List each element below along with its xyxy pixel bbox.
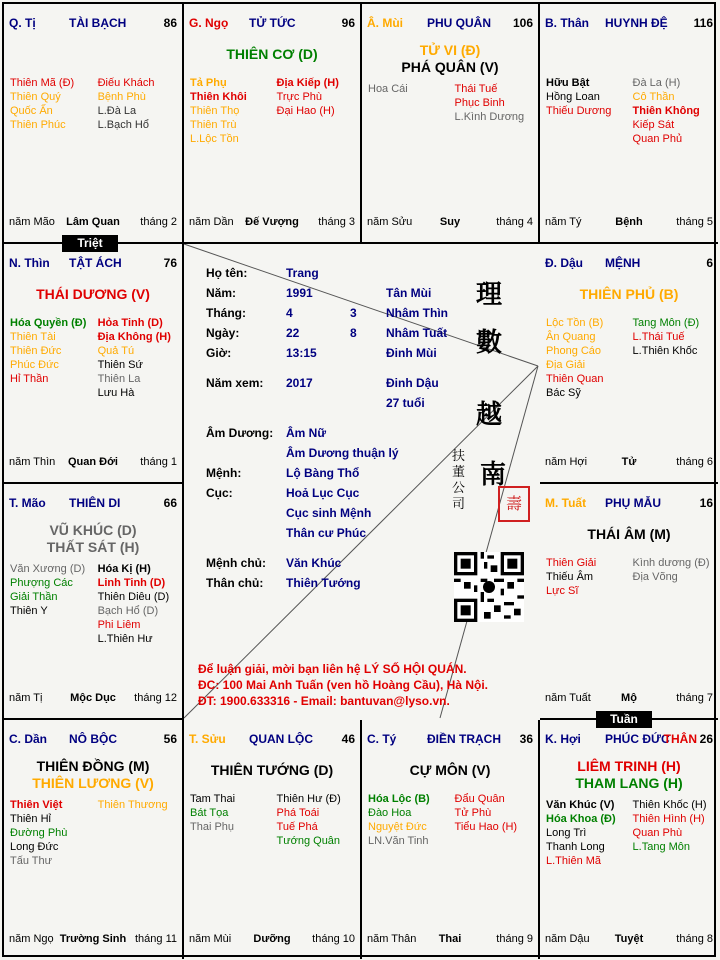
- life-stage: Bệnh: [615, 216, 643, 228]
- minor-star: Địa Võng: [632, 571, 678, 583]
- minor-star: Tiểu Hao (H): [454, 821, 518, 833]
- age-number: 106: [512, 16, 533, 30]
- minor-star: Đại Hao (H): [276, 105, 335, 117]
- minor-star: Tả Phụ: [190, 77, 227, 89]
- minor-star: Tấu Thư: [10, 855, 53, 867]
- minor-star: Văn Khúc (V): [546, 799, 615, 811]
- main-stars: [540, 286, 718, 303]
- main-star: THAM LANG (H): [575, 775, 683, 791]
- left-star-column: [368, 82, 408, 96]
- cuc-value: Hoả Lục Cục: [286, 486, 360, 500]
- main-star: THIÊN TƯỚNG (D): [210, 762, 334, 778]
- minor-star: Hồng Loan: [546, 91, 600, 103]
- left-star-column: [546, 76, 611, 118]
- palace-header: [189, 732, 355, 748]
- left-star-column: [368, 792, 430, 848]
- main-stars: [4, 522, 182, 556]
- minor-star: Tướng Quân: [276, 835, 341, 847]
- life-stage: Mộc Dục: [70, 692, 116, 704]
- life-stage: Suy: [439, 216, 461, 228]
- amduong-value: Âm Nữ: [286, 426, 327, 440]
- year-branch: năm Dần: [189, 216, 234, 228]
- year-branch: năm Tị: [9, 692, 43, 704]
- palace-name: PHU QUÂN: [427, 16, 492, 30]
- minor-star: Thiên Trù: [190, 119, 237, 131]
- branch-label: Đ. Dậu: [545, 256, 584, 270]
- left-star-column: [10, 76, 74, 132]
- age-number: 36: [519, 732, 533, 746]
- palace-footer: [545, 456, 713, 470]
- life-stage: Đế Vượng: [245, 216, 299, 228]
- minor-star: Thiên Quan: [546, 373, 604, 385]
- minor-star: Thiên Tài: [10, 331, 56, 343]
- cuc-relation: Cục sinh Mệnh: [286, 506, 372, 520]
- main-star: VŨ KHÚC (D): [49, 522, 137, 538]
- branch-label: G. Ngọ: [189, 16, 229, 30]
- minor-star: L.Thiên Mã: [546, 855, 602, 867]
- month-label: tháng 1: [140, 456, 177, 468]
- year-branch: năm Tuất: [545, 692, 591, 704]
- minor-star: Hữu Bật: [546, 77, 590, 89]
- seal-stamp: 壽: [498, 486, 530, 522]
- left-star-column: [546, 798, 616, 868]
- minor-star: Hóa Quyền (Đ): [10, 317, 87, 329]
- minor-star: Long Đức: [10, 841, 59, 853]
- age-number: 66: [163, 496, 177, 510]
- main-stars: [4, 758, 182, 792]
- right-star-column: [633, 556, 710, 584]
- month-lunar: 3: [350, 306, 357, 320]
- right-star-column: [277, 792, 341, 848]
- minor-star: Hỏa Tinh (D): [97, 317, 163, 329]
- qr-code-icon: [454, 552, 524, 622]
- palace-header: [367, 732, 533, 748]
- minor-star: Thiên Thương: [97, 799, 168, 811]
- minor-star: Thiên Khốc (H): [632, 799, 707, 811]
- than-position: Thân cư Phúc: [286, 526, 367, 540]
- month-label: tháng 4: [496, 216, 533, 228]
- month-label: tháng 2: [140, 216, 177, 228]
- palace-cell-suu: [184, 720, 362, 959]
- age-number: 46: [341, 732, 355, 746]
- left-star-column: [10, 798, 67, 868]
- branch-label: M. Tuất: [545, 496, 587, 510]
- left-star-column: [190, 76, 247, 146]
- minor-star: Thiên Giải: [546, 557, 597, 569]
- hour-label: Giờ:: [206, 346, 232, 360]
- minor-star: Giải Thần: [10, 591, 58, 603]
- right-star-column: [98, 562, 170, 646]
- minor-star: Thiên Hình (H): [632, 813, 705, 825]
- year-label: Năm:: [206, 286, 237, 300]
- name-label: Họ tên:: [206, 266, 248, 280]
- life-stage: Mộ: [621, 692, 637, 704]
- life-stage: Tuyệt: [614, 933, 644, 945]
- left-star-column: [190, 792, 235, 834]
- year-branch: năm Mùi: [189, 933, 232, 945]
- year-branch: năm Mão: [9, 216, 55, 228]
- main-star: PHÁ QUÂN (V): [401, 59, 499, 75]
- branch-label: Â. Mùi: [367, 16, 403, 30]
- minor-star: Bác Sỹ: [546, 387, 581, 399]
- view-year-can: Đinh Dậu: [386, 376, 439, 390]
- palace-cell-ngo: [184, 4, 362, 244]
- minor-star: Thiếu Dương: [546, 105, 612, 117]
- minor-star: Hóa Lộc (B): [368, 793, 430, 805]
- palace-footer: [9, 216, 177, 230]
- view-year-label: Năm xem:: [206, 376, 264, 390]
- palace-footer: [545, 933, 713, 947]
- month-label: tháng 5: [676, 216, 713, 228]
- minor-star: Thiên Hư (Đ): [276, 793, 341, 805]
- branch-label: Q. Tị: [9, 16, 36, 30]
- minor-star: Kiếp Sát: [632, 119, 675, 131]
- age-number: 96: [341, 16, 355, 30]
- palace-cell-ty: [362, 720, 540, 959]
- main-stars: [4, 286, 182, 303]
- minor-star: Phá Toái: [276, 807, 320, 819]
- palace-footer: [545, 692, 713, 706]
- age-number: 16: [699, 496, 713, 510]
- minor-star: L.Thiên Hư: [97, 633, 153, 645]
- minor-star: Thiên Quý: [10, 91, 61, 103]
- palace-header: [545, 16, 713, 32]
- palace-header: [367, 16, 533, 32]
- main-star: THÁI DƯƠNG (V): [36, 286, 150, 302]
- minor-star: Hỉ Thần: [10, 373, 49, 385]
- age-number: 56: [163, 732, 177, 746]
- minor-star: Thái Tuế: [454, 83, 498, 95]
- minor-star: Lộc Tồn (B): [546, 317, 604, 329]
- right-star-column: [98, 76, 155, 132]
- minor-star: Thiên Không: [632, 105, 700, 117]
- left-star-column: [10, 562, 85, 618]
- palace-cell-dan: [4, 720, 184, 959]
- left-star-column: [546, 556, 596, 598]
- year-branch: năm Thân: [367, 933, 417, 945]
- minor-star: Bát Tọa: [190, 807, 229, 819]
- year-branch: năm Sửu: [367, 216, 413, 228]
- minor-star: Lưu Hà: [97, 387, 135, 399]
- main-stars: [540, 758, 718, 792]
- menh-chu-value: Văn Khúc: [286, 556, 342, 570]
- minor-star: Hoa Cái: [368, 83, 408, 95]
- view-year-value: 2017: [286, 376, 313, 390]
- minor-star: L.Bạch Hổ: [97, 119, 149, 131]
- month-label: tháng 6: [676, 456, 713, 468]
- palace-name: HUYNH ĐỆ: [605, 16, 668, 30]
- right-star-column: [455, 82, 525, 124]
- triet-marker: Triệt: [62, 235, 118, 252]
- minor-star: Thiên Phúc: [10, 119, 66, 131]
- minor-star: Phi Liêm: [97, 619, 141, 631]
- minor-star: Điếu Khách: [97, 77, 155, 89]
- menh-label: Mệnh:: [206, 466, 242, 480]
- minor-star: Hóa Khoa (Đ): [546, 813, 616, 825]
- minor-star: Kình dương (Đ): [632, 557, 710, 569]
- minor-star: Quan Phủ: [632, 133, 683, 145]
- minor-star: Thai Phụ: [190, 821, 235, 833]
- calligraphy-char-3: 越: [476, 400, 503, 430]
- palace-name: TẬT ÁCH: [69, 256, 122, 270]
- minor-star: L.Thái Tuế: [632, 331, 685, 343]
- minor-star: Linh Tinh (D): [97, 577, 166, 589]
- palace-footer: [545, 216, 713, 230]
- minor-star: Địa Kiếp (H): [276, 77, 339, 89]
- minor-star: Thanh Long: [546, 841, 605, 853]
- age-value: 27 tuổi: [386, 396, 425, 410]
- palace-name: PHÚC ĐỨC: [605, 732, 670, 746]
- minor-star: Thiên Đức: [10, 345, 62, 357]
- minor-star: Ân Quang: [546, 331, 596, 343]
- minor-star: Phục Binh: [454, 97, 505, 109]
- life-stage: Thai: [438, 933, 462, 945]
- minor-star: L.Kình Dương: [454, 111, 525, 123]
- small-calligraphy: 扶 董 公 司: [452, 449, 466, 512]
- tuan-marker: Tuần: [596, 711, 652, 728]
- calligraphy-char-2: 數: [476, 328, 503, 358]
- palace-name: TỬ TỨC: [249, 16, 296, 30]
- day-lunar: 8: [350, 326, 357, 340]
- than-chu-label: Thân chủ:: [206, 576, 264, 590]
- month-label: tháng 3: [318, 216, 355, 228]
- palace-name: MỆNH: [605, 256, 641, 270]
- age-number: 76: [163, 256, 177, 270]
- month-label: tháng 7: [676, 692, 713, 704]
- minor-star: Thiên Hỉ: [10, 813, 51, 825]
- minor-star: Phượng Các: [10, 577, 73, 589]
- branch-label: T. Mão: [9, 496, 46, 510]
- right-star-column: [633, 316, 700, 358]
- right-star-column: [633, 76, 700, 146]
- minor-star: Địa Giải: [546, 359, 586, 371]
- minor-star: Phúc Đức: [10, 359, 59, 371]
- minor-star: Bạch Hổ (D): [97, 605, 159, 617]
- life-stage: Quan Đới: [68, 456, 118, 468]
- palace-name: NÔ BỘC: [69, 732, 117, 746]
- minor-star: Thiên Diêu (D): [97, 591, 170, 603]
- palace-cell-tuat: [540, 484, 718, 720]
- minor-star: LN.Văn Tinh: [368, 835, 429, 847]
- minor-star: Tam Thai: [190, 793, 236, 805]
- palace-footer: [367, 933, 533, 947]
- palace-footer: [189, 216, 355, 230]
- right-star-column: [277, 76, 339, 118]
- life-stage: Lâm Quan: [66, 216, 120, 228]
- right-star-column: [98, 316, 171, 400]
- minor-star: L.Tang Môn: [632, 841, 691, 853]
- right-star-column: [455, 792, 518, 834]
- age-number: 116: [693, 16, 713, 30]
- contact-line-1: Để luận giải, mời bạn liên hệ LÝ SỐ HỘI QUÁN.: [198, 662, 467, 676]
- year-branch: năm Tý: [545, 216, 582, 228]
- palace-footer: [9, 933, 177, 947]
- palace-secondary-name: THÂN: [663, 732, 697, 746]
- hour-value: 13:15: [286, 346, 317, 360]
- palace-cell-thin: [4, 244, 184, 484]
- month-label: tháng 12: [134, 692, 177, 704]
- month-label: tháng 10: [312, 933, 355, 945]
- palace-cell-dau: [540, 244, 718, 484]
- month-label: tháng 11: [134, 933, 177, 945]
- contact-line-3: ĐT: 1900.633316 - Email: bantuvan@lyso.vn.: [198, 694, 450, 708]
- main-star: THẤT SÁT (H): [46, 539, 140, 555]
- center-info: [184, 244, 540, 718]
- minor-star: Đào Hoa: [368, 807, 412, 819]
- age-number: 26: [699, 732, 713, 746]
- main-stars: [184, 762, 360, 779]
- palace-header: [9, 496, 177, 512]
- right-star-column: [98, 798, 168, 812]
- minor-star: Văn Xương (D): [10, 563, 86, 575]
- minor-star: Hóa Kị (H): [97, 563, 151, 575]
- palace-cell-ti: [4, 4, 184, 244]
- left-star-column: [10, 316, 86, 386]
- minor-star: Thiên Mã (Đ): [10, 77, 75, 89]
- minor-star: Thiên Việt: [10, 799, 63, 811]
- palace-name: TÀI BẠCH: [69, 16, 127, 30]
- minor-star: Phong Cáo: [546, 345, 602, 357]
- month-label: Tháng:: [206, 306, 246, 320]
- branch-label: T. Sửu: [189, 732, 226, 746]
- life-stage: Tử: [621, 456, 637, 468]
- main-star: LIÊM TRINH (H): [577, 758, 681, 774]
- minor-star: Đà La (H): [632, 77, 681, 89]
- minor-star: Quả Tú: [97, 345, 135, 357]
- palace-footer: [189, 933, 355, 947]
- horoscope-chart: [2, 2, 716, 957]
- year-branch: năm Ngọ: [9, 933, 54, 945]
- minor-star: Cô Thần: [632, 91, 675, 103]
- hour-can: Đinh Mùi: [386, 346, 437, 360]
- name-value: Trang: [286, 266, 319, 280]
- year-can: Tân Mùi: [386, 286, 432, 300]
- palace-cell-mao: [4, 484, 184, 720]
- year-branch: năm Dậu: [545, 933, 590, 945]
- life-stage: Dưỡng: [253, 933, 291, 945]
- main-stars: [362, 762, 538, 779]
- branch-label: C. Dần: [9, 732, 48, 746]
- minor-star: Thiên Sứ: [97, 359, 143, 371]
- palace-name: THIÊN DI: [69, 496, 121, 510]
- palace-header: [9, 732, 177, 748]
- amduong-label: Âm Dương:: [206, 426, 274, 440]
- calligraphy-char-4: 南: [480, 460, 507, 490]
- than-chu-value: Thiên Tướng: [286, 576, 361, 590]
- minor-star: Bệnh Phù: [97, 91, 146, 103]
- palace-header: [545, 256, 713, 272]
- main-star: THIÊN LƯƠNG (V): [32, 775, 154, 791]
- main-star: TỬ VI (Đ): [419, 42, 481, 58]
- age-number: 6: [706, 256, 713, 270]
- minor-star: Thiếu Âm: [546, 571, 594, 583]
- minor-star: Thiên Khôi: [190, 91, 247, 103]
- minor-star: Quan Phù: [632, 827, 683, 839]
- minor-star: Tuế Phá: [276, 821, 318, 833]
- palace-name: PHỤ MẪU: [605, 496, 661, 510]
- life-stage: Trường Sinh: [59, 933, 127, 945]
- minor-star: L.Thiên Khốc: [632, 345, 698, 357]
- branch-label: B. Thân: [545, 16, 589, 30]
- year-branch: năm Hợi: [545, 456, 588, 468]
- branch-label: C. Tý: [367, 732, 397, 746]
- amduong-relation: Âm Dương thuận lý: [286, 446, 399, 460]
- minor-star: Đẩu Quân: [454, 793, 505, 805]
- main-stars: [540, 526, 718, 543]
- minor-star: Trực Phù: [276, 91, 323, 103]
- age-number: 86: [163, 16, 177, 30]
- palace-header: [189, 16, 355, 32]
- day-label: Ngày:: [206, 326, 240, 340]
- left-star-column: [546, 316, 603, 400]
- palace-name: ĐIỀN TRẠCH: [427, 732, 501, 746]
- palace-footer: [9, 456, 177, 470]
- main-star: THIÊN ĐỒNG (M): [36, 758, 150, 774]
- main-star: CỰ MÔN (V): [409, 762, 491, 778]
- menh-chu-label: Mệnh chủ:: [206, 556, 266, 570]
- right-star-column: [633, 798, 707, 854]
- day-solar: 22: [286, 326, 300, 340]
- minor-star: Long Trì: [546, 827, 587, 839]
- main-stars: [184, 46, 360, 63]
- minor-star: Thiên Thọ: [190, 105, 240, 117]
- cuc-label: Cục:: [206, 486, 233, 500]
- minor-star: Đường Phù: [10, 827, 68, 839]
- month-solar: 4: [286, 306, 293, 320]
- palace-header: [545, 496, 713, 512]
- minor-star: Thiên Y: [10, 605, 48, 617]
- minor-star: Lực Sĩ: [546, 585, 579, 597]
- branch-label: K. Hợi: [545, 732, 581, 746]
- menh-value: Lộ Bàng Thổ: [286, 466, 360, 480]
- minor-star: Nguyệt Đức: [368, 821, 427, 833]
- month-label: tháng 8: [676, 933, 713, 945]
- year-branch: năm Thìn: [9, 456, 56, 468]
- minor-star: Quốc Ấn: [10, 105, 53, 117]
- month-label: tháng 9: [496, 933, 533, 945]
- minor-star: Thiên La: [97, 373, 141, 385]
- year-value: 1991: [286, 286, 313, 300]
- palace-cell-hoi: [540, 720, 718, 959]
- minor-star: L.Đà La: [97, 105, 137, 117]
- palace-header: [9, 16, 177, 32]
- palace-header: [9, 256, 177, 272]
- main-star: THÁI ÂM (M): [587, 526, 671, 542]
- minor-star: Địa Không (H): [97, 331, 171, 343]
- palace-cell-mui: [362, 4, 540, 244]
- contact-line-2: ĐC: 100 Mai Anh Tuấn (ven hồ Hoàng Cầu), Hà Nội.: [198, 678, 489, 692]
- palace-cell-than1: [540, 4, 718, 244]
- main-stars: [362, 42, 538, 76]
- palace-footer: [367, 216, 533, 230]
- minor-star: Tử Phù: [454, 807, 492, 819]
- palace-footer: [9, 692, 177, 706]
- branch-label: N. Thìn: [9, 256, 50, 270]
- month-can: Nhâm Thìn: [386, 306, 448, 320]
- main-star: THIÊN CƠ (D): [226, 46, 318, 62]
- main-star: THIÊN PHỦ (B): [579, 286, 679, 302]
- minor-star: L.Lộc Tồn: [190, 133, 239, 145]
- day-can: Nhâm Tuất: [386, 326, 448, 340]
- palace-name: QUAN LỘC: [249, 732, 313, 746]
- palace-header: [545, 732, 713, 748]
- calligraphy-char-1: 理: [476, 280, 503, 310]
- minor-star: Tang Môn (Đ): [632, 317, 700, 329]
